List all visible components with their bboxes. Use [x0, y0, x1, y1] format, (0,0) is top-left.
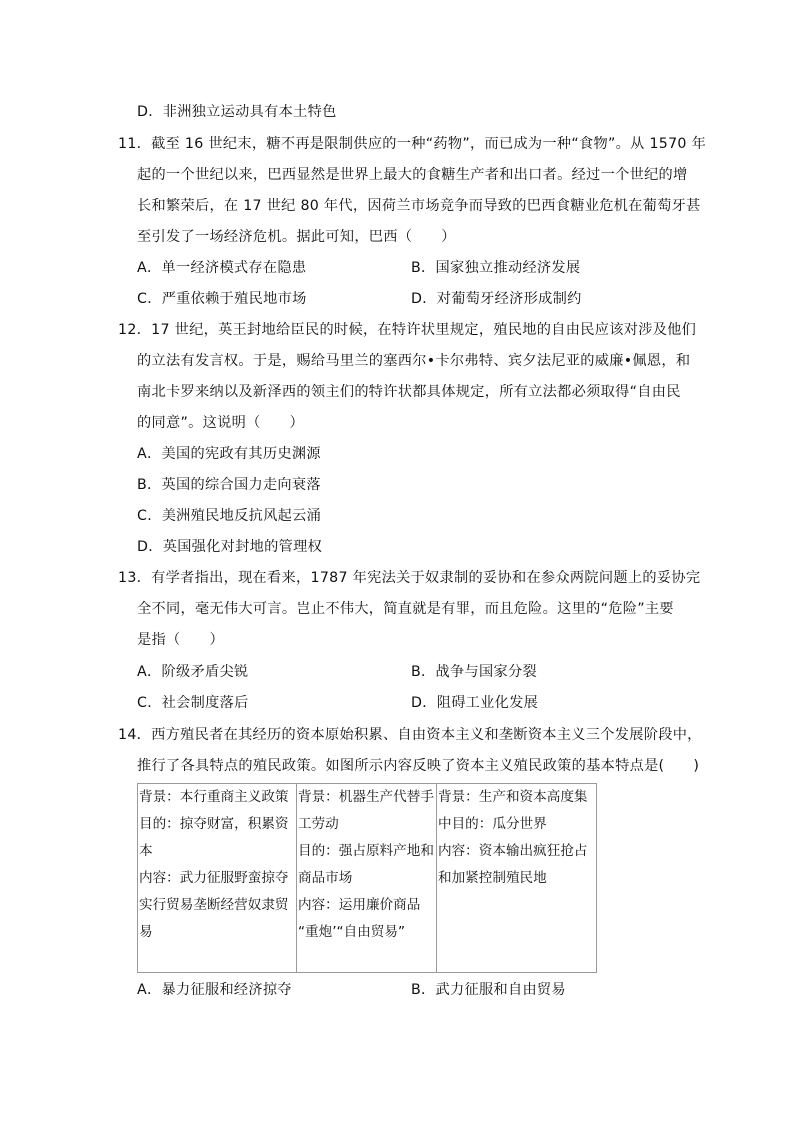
q13-option-b: B．战争与国家分裂 [411, 664, 537, 680]
q13-option-c: C．社会制度落后 [137, 695, 249, 711]
table-cell-stage-3 [437, 784, 597, 973]
q14-stem-line-1: 14．西方殖民者在其经历的资本原始积累、自由资本主义和垄断资本主义三个发展阶段中， [118, 727, 702, 743]
q13-stem-line-3: 是指（ ） [137, 632, 224, 648]
q11-stem-line-4: 至引发了一场经济危机。据此可知，巴西（ ） [137, 229, 456, 245]
q11-option-a: A．单一经济模式存在隐患 [137, 260, 307, 276]
q11-stem-line-2: 起的一个世纪以来，巴西显然是世界上最大的食糖生产者和出口者。经过一个世纪的增 [137, 167, 688, 183]
table-cell-line: 易 [139, 924, 153, 940]
q13-stem-line-2: 全不同，毫无伟大可言。岂止不伟大，简直就是有罪，而且危险。这里的“危险”主要 [137, 601, 674, 617]
q10-option-d: D．非洲独立运动具有本土特色 [137, 104, 337, 120]
q12-stem-line-1: 12．17 世纪，英王封地给臣民的时候，在特许状里规定，殖民地的自由民应该对涉及他们 [118, 322, 697, 338]
table-cell-line: “重炮’“自由贸易” [298, 924, 406, 940]
table-cell-line: 和加紧控制殖民地 [438, 870, 547, 886]
q11-stem-line-3: 长和繁荣后，在 17 世纪 80 年代，因荷兰市场竞争而导致的巴西食糖业危机在葡萄牙甚 [137, 198, 701, 214]
table-cell-line: 目的：掠夺财富，积累资 [139, 816, 289, 832]
q13-option-d: D．阻碍工业化发展 [411, 695, 539, 711]
colonial-policy-table [137, 783, 597, 973]
table-cell-line: 内容：运用廉价商品 [298, 897, 421, 913]
q14-stem-line-2: 推行了各具特点的殖民政策。如图所示内容反映了资本主义殖民政策的基本特点是( ) [137, 758, 700, 774]
q13-stem-line-1: 13．有学者指出，现在看来，1787 年宪法关于奴隶制的妥协和在参众两院问题上的妥协完 [118, 570, 701, 586]
table-cell-line: 本 [139, 843, 153, 859]
q12-option-c: C．美洲殖民地反抗风起云涌 [137, 508, 322, 524]
table-cell-line: 工劳动 [298, 816, 339, 832]
table-cell-line: 实行贸易垄断经营奴隶贸 [139, 897, 289, 913]
table-cell-line: 内容：武力征服野蛮掠夺 [139, 870, 289, 886]
q11-option-c: C．严重依赖于殖民地市场 [137, 291, 307, 307]
q12-option-b: B．英国的综合国力走向衰落 [137, 477, 321, 493]
q11-stem-line-1: 11．截至 16 世纪末，糖不再是限制供应的一种“药物”，而已成为一种“食物”。从 1570 年 [118, 136, 707, 152]
q14-option-b: B．武力征服和自由贸易 [411, 982, 566, 998]
q14-option-a: A．暴力征服和经济掠夺 [137, 982, 292, 998]
table-cell-line: 背景：机器生产代替手 [298, 789, 434, 805]
q13-option-a: A．阶级矛盾尖锐 [137, 664, 249, 680]
table-cell-stage-2 [297, 784, 437, 973]
table-cell-line: 商品市场 [298, 870, 353, 886]
table-cell-line: 内容：资本输出疯狂抢占 [438, 843, 588, 859]
q12-stem-line-2: 的立法有发言权。于是，赐给马里兰的塞西尔•卡尔弗特、宾夕法尼亚的威廉•佩恩，和 [137, 353, 691, 369]
table-cell-stage-1 [138, 784, 297, 973]
q11-option-b: B．国家独立推动经济发展 [411, 260, 581, 276]
table-cell-line: 背景：生产和资本高度集 [438, 789, 588, 805]
table-row [138, 784, 597, 973]
table-cell-line: 背景：本行重商主义政策 [139, 789, 289, 805]
table-cell-line: 目的：强占原料产地和 [298, 843, 434, 859]
q12-stem-line-4: 的同意”。这说明（ ） [137, 415, 305, 431]
q12-option-a: A．美国的宪政有其历史渊源 [137, 446, 321, 462]
q12-option-d: D．英国强化对封地的管理权 [137, 539, 323, 555]
table-cell-line: 中目的：瓜分世界 [438, 816, 547, 832]
q12-stem-line-3: 南北卡罗来纳以及新泽西的领主们的特许状都具体规定，所有立法都必须取得“自由民 [137, 384, 681, 400]
q11-option-d: D．对葡萄牙经济形成制约 [411, 291, 582, 307]
